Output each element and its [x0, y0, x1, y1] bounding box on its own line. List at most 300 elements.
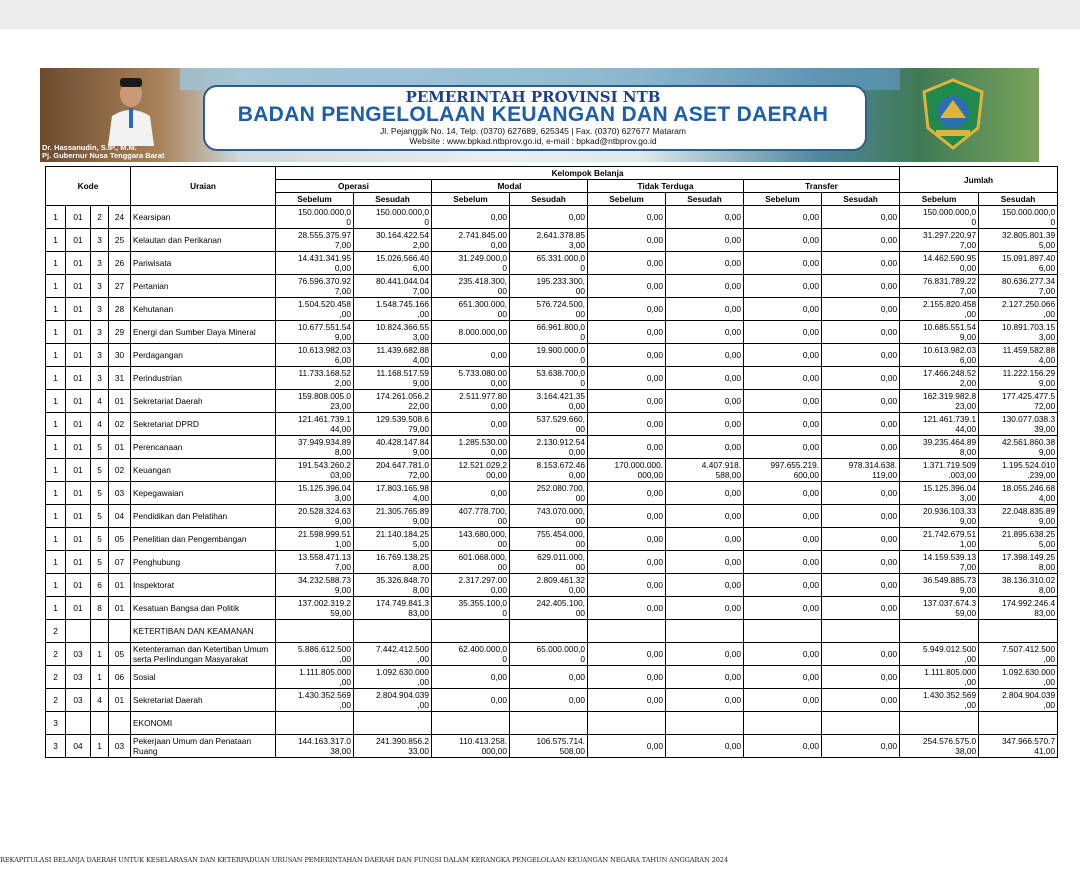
value-cell: 0,00	[510, 689, 588, 712]
kode-cell: 1	[46, 482, 66, 505]
value-cell: 629.011.000, 00	[510, 551, 588, 574]
value-cell: 0,00	[744, 298, 822, 321]
value-cell: 150.000.000,0 0	[354, 206, 432, 229]
value-cell	[276, 620, 354, 643]
value-cell	[822, 620, 900, 643]
uraian-cell: Kelautan dan Perikanan	[131, 229, 276, 252]
uraian-cell: EKONOMI	[131, 712, 276, 735]
value-cell: 0,00	[666, 735, 744, 758]
value-cell	[510, 712, 588, 735]
header-transfer: Transfer	[744, 180, 900, 193]
value-cell: 0,00	[822, 206, 900, 229]
kode-cell: 03	[109, 735, 131, 758]
value-cell: 39.235.464.89 8,00	[900, 436, 979, 459]
kode-cell: 01	[66, 298, 91, 321]
kode-cell	[66, 712, 91, 735]
kode-cell: 3	[91, 298, 109, 321]
kode-cell: 01	[66, 344, 91, 367]
value-cell: 11.459.582.88 4,00	[979, 344, 1058, 367]
header-kelompok: Kelompok Belanja	[276, 167, 900, 180]
kode-cell: 01	[66, 505, 91, 528]
value-cell: 0,00	[588, 275, 666, 298]
value-cell: 0,00	[744, 321, 822, 344]
header-kode: Kode	[46, 167, 131, 206]
value-cell: 21.598.999.51 1,00	[276, 528, 354, 551]
value-cell: 2.804.904.039 ,00	[979, 689, 1058, 712]
kode-cell: 1	[46, 367, 66, 390]
table-row	[46, 344, 1058, 367]
uraian-cell: Pertanian	[131, 275, 276, 298]
value-cell: 601.068.000, 00	[432, 551, 510, 574]
value-cell: 0,00	[588, 551, 666, 574]
value-cell: 2.804.904.039 ,00	[354, 689, 432, 712]
kode-cell: 06	[109, 666, 131, 689]
value-cell: 143.680.000, 00	[432, 528, 510, 551]
value-cell: 0,00	[588, 298, 666, 321]
value-cell: 0,00	[822, 551, 900, 574]
value-cell: 65.331.000,0 0	[510, 252, 588, 275]
value-cell: 0,00	[822, 735, 900, 758]
value-cell	[900, 620, 979, 643]
value-cell: 1.195.524.010 .239,00	[979, 459, 1058, 482]
kode-cell: 3	[91, 321, 109, 344]
table-row	[46, 666, 1058, 689]
table-header	[46, 167, 1058, 206]
value-cell: 14.462.590.95 0,00	[900, 252, 979, 275]
value-cell: 11.168.517.59 9,00	[354, 367, 432, 390]
table-row	[46, 229, 1058, 252]
uraian-cell: Sekretariat DPRD	[131, 413, 276, 436]
value-cell: 0,00	[744, 275, 822, 298]
value-cell: 0,00	[744, 344, 822, 367]
value-cell: 38.136.310.02 8,00	[979, 574, 1058, 597]
header-tidak-terduga: Tidak Terduga	[588, 180, 744, 193]
value-cell: 10.824.366.55 3,00	[354, 321, 432, 344]
kode-cell: 03	[66, 666, 91, 689]
uraian-cell: Sosial	[131, 666, 276, 689]
value-cell: 8.000.000,00	[432, 321, 510, 344]
value-cell: 177.425.477.5 72,00	[979, 390, 1058, 413]
value-cell: 10.891.703.15 3,00	[979, 321, 1058, 344]
kode-cell: 01	[66, 574, 91, 597]
kode-cell: 5	[91, 505, 109, 528]
value-cell: 242.405.100, 00	[510, 597, 588, 620]
header-sesudah: Sesudah	[979, 193, 1058, 206]
value-cell: 0,00	[744, 574, 822, 597]
value-cell: 80.636.277.34 7,00	[979, 275, 1058, 298]
kode-cell: 01	[66, 413, 91, 436]
value-cell: 0,00	[510, 666, 588, 689]
kode-cell: 01	[109, 436, 131, 459]
value-cell: 13.558.471.13 7,00	[276, 551, 354, 574]
uraian-cell: Inspektorat	[131, 574, 276, 597]
value-cell: 21.895.638.25 5,00	[979, 528, 1058, 551]
value-cell: 10.685.551.54 9,00	[900, 321, 979, 344]
kode-cell: 04	[109, 505, 131, 528]
value-cell: 195.233.300, 00	[510, 275, 588, 298]
agency-website: Website : www.bpkad.ntbprov.go.id, e-mail : bpkad@ntbprov.go.id	[409, 136, 657, 146]
value-cell: 53.638.700,0 0	[510, 367, 588, 390]
uraian-cell: Penelitian dan Pengembangan	[131, 528, 276, 551]
value-cell: 5.733.080.00 0,00	[432, 367, 510, 390]
value-cell: 42.561.860.38 9,00	[979, 436, 1058, 459]
value-cell: 0,00	[588, 252, 666, 275]
value-cell: 0,00	[744, 689, 822, 712]
value-cell: 0,00	[432, 344, 510, 367]
table-row	[46, 321, 1058, 344]
value-cell: 0,00	[744, 367, 822, 390]
kode-cell: 2	[46, 620, 66, 643]
value-cell: 1.092.630.000 ,00	[979, 666, 1058, 689]
header-sebelum: Sebelum	[432, 193, 510, 206]
value-cell: 0,00	[588, 436, 666, 459]
value-cell: 150.000.000,0 0	[900, 206, 979, 229]
kode-cell: 2	[91, 206, 109, 229]
kode-cell: 04	[66, 735, 91, 758]
kode-cell	[66, 620, 91, 643]
value-cell: 0,00	[744, 666, 822, 689]
value-cell: 32.805.801.39 5,00	[979, 229, 1058, 252]
value-cell: 0,00	[822, 367, 900, 390]
kode-cell: 29	[109, 321, 131, 344]
kode-cell: 28	[109, 298, 131, 321]
value-cell: 35.355.100,0 0	[432, 597, 510, 620]
value-cell: 235.418.300, 00	[432, 275, 510, 298]
table-row	[46, 206, 1058, 229]
value-cell: 0,00	[588, 206, 666, 229]
value-cell	[354, 620, 432, 643]
table-row	[46, 390, 1058, 413]
kode-cell: 1	[91, 666, 109, 689]
value-cell: 11.733.168.52 2,00	[276, 367, 354, 390]
value-cell: 0,00	[822, 344, 900, 367]
value-cell: 0,00	[822, 413, 900, 436]
table-row	[46, 712, 1058, 735]
header-sesudah: Sesudah	[510, 193, 588, 206]
kode-cell: 1	[46, 298, 66, 321]
kode-cell: 25	[109, 229, 131, 252]
value-cell: 2.155.820.458 ,00	[900, 298, 979, 321]
value-cell: 21.305.765.89 9,00	[354, 505, 432, 528]
kode-cell: 2	[46, 666, 66, 689]
value-cell	[979, 712, 1058, 735]
value-cell: 129.539.508.6 79,00	[354, 413, 432, 436]
value-cell: 0,00	[666, 551, 744, 574]
value-cell: 14.431.341.95 0,00	[276, 252, 354, 275]
value-cell: 0,00	[822, 275, 900, 298]
value-cell: 0,00	[588, 344, 666, 367]
value-cell: 0,00	[588, 482, 666, 505]
value-cell: 130.077.038.3 39,00	[979, 413, 1058, 436]
value-cell: 159.808.005.0 23,00	[276, 390, 354, 413]
kode-cell: 27	[109, 275, 131, 298]
value-cell: 0,00	[588, 597, 666, 620]
value-cell: 12.521.029,2 00,00	[432, 459, 510, 482]
table-row	[46, 735, 1058, 758]
header-sebelum: Sebelum	[588, 193, 666, 206]
value-cell: 0,00	[822, 505, 900, 528]
value-cell: 31.297.220.97 7,00	[900, 229, 979, 252]
uraian-cell: KETERTIBAN DAN KEAMANAN	[131, 620, 276, 643]
header-sebelum: Sebelum	[276, 193, 354, 206]
value-cell	[666, 712, 744, 735]
value-cell: 0,00	[822, 482, 900, 505]
header-sebelum: Sebelum	[744, 193, 822, 206]
table-row	[46, 551, 1058, 574]
value-cell: 0,00	[822, 528, 900, 551]
value-cell: 10.613.982.03 6,00	[276, 344, 354, 367]
value-cell: 252.080.700, 00	[510, 482, 588, 505]
kode-cell: 1	[46, 505, 66, 528]
header-jumlah: Jumlah	[900, 167, 1058, 193]
value-cell: 30.164.422.54 2,00	[354, 229, 432, 252]
province-emblem-icon	[920, 78, 986, 150]
value-cell: 7.507.412.500 ,00	[979, 643, 1058, 666]
value-cell: 537.529.660, 00	[510, 413, 588, 436]
value-cell: 0,00	[588, 505, 666, 528]
value-cell: 0,00	[666, 298, 744, 321]
value-cell: 0,00	[588, 666, 666, 689]
kode-cell: 05	[109, 643, 131, 666]
value-cell: 0,00	[744, 413, 822, 436]
kode-cell: 03	[109, 482, 131, 505]
value-cell: 170.000.000. 000,00	[588, 459, 666, 482]
value-cell: 978.314.638. 119,00	[822, 459, 900, 482]
value-cell: 0,00	[822, 229, 900, 252]
value-cell: 1.111.805.000 ,00	[900, 666, 979, 689]
kode-cell: 5	[91, 551, 109, 574]
value-cell: 121.461.739.1 44,00	[276, 413, 354, 436]
value-cell: 347.966.570.7 41,00	[979, 735, 1058, 758]
value-cell	[744, 620, 822, 643]
value-cell: 0,00	[744, 436, 822, 459]
value-cell: 37.949.934.89 8,00	[276, 436, 354, 459]
value-cell: 16.769.138.25 8,00	[354, 551, 432, 574]
kode-cell: 3	[91, 252, 109, 275]
value-cell: 10.677.551.54 9,00	[276, 321, 354, 344]
uraian-cell: Kesatuan Bangsa dan Politik	[131, 597, 276, 620]
uraian-cell: Keuangan	[131, 459, 276, 482]
value-cell: 76.831.789.22 7,00	[900, 275, 979, 298]
value-cell: 0,00	[822, 666, 900, 689]
value-cell: 241.390.856.2 33,00	[354, 735, 432, 758]
kode-cell: 1	[46, 436, 66, 459]
value-cell: 174.749.841.3 83,00	[354, 597, 432, 620]
value-cell: 0,00	[744, 505, 822, 528]
value-cell: 0,00	[588, 413, 666, 436]
kode-cell: 01	[66, 206, 91, 229]
kode-cell: 1	[46, 597, 66, 620]
value-cell: 0,00	[666, 482, 744, 505]
value-cell: 8.153.672.46 0,00	[510, 459, 588, 482]
value-cell: 1.111.805.000 ,00	[276, 666, 354, 689]
header-uraian: Uraian	[131, 167, 276, 206]
value-cell: 0,00	[666, 436, 744, 459]
governor-caption	[42, 144, 164, 160]
table-row	[46, 459, 1058, 482]
header-banner	[40, 68, 1039, 162]
governor-portrait	[102, 74, 160, 146]
agency-contact	[203, 126, 863, 146]
value-cell: 0,00	[588, 643, 666, 666]
kode-cell: 31	[109, 367, 131, 390]
value-cell: 0,00	[666, 344, 744, 367]
kode-cell: 1	[46, 528, 66, 551]
value-cell: 80.441.044.04 7,00	[354, 275, 432, 298]
kode-cell: 26	[109, 252, 131, 275]
top-bar	[0, 0, 1080, 29]
kode-cell: 02	[109, 413, 131, 436]
kode-cell: 01	[66, 551, 91, 574]
header-sesudah: Sesudah	[822, 193, 900, 206]
kode-cell: 01	[66, 482, 91, 505]
budget-table	[45, 166, 1058, 758]
uraian-cell: Perdagangan	[131, 344, 276, 367]
value-cell: 5.886.612.500 ,00	[276, 643, 354, 666]
kode-cell: 1	[46, 574, 66, 597]
value-cell: 66.961.800,0 0	[510, 321, 588, 344]
value-cell: 1.430.352.569 ,00	[900, 689, 979, 712]
value-cell: 76.596.370.92 7,00	[276, 275, 354, 298]
uraian-cell: Pendidikan dan Pelatihan	[131, 505, 276, 528]
kode-cell: 1	[46, 206, 66, 229]
kode-cell: 5	[91, 528, 109, 551]
government-name: PEMERINTAH PROVINSI NTB	[405, 88, 661, 106]
value-cell	[822, 712, 900, 735]
value-cell: 651.300.000, 00	[432, 298, 510, 321]
value-cell: 21.140.184.25 5,00	[354, 528, 432, 551]
kode-cell: 01	[66, 252, 91, 275]
kode-cell: 03	[66, 643, 91, 666]
value-cell: 0,00	[588, 528, 666, 551]
value-cell: 0,00	[666, 321, 744, 344]
value-cell: 174.261.056.2 22,00	[354, 390, 432, 413]
value-cell: 191.543.260.2 03,00	[276, 459, 354, 482]
value-cell: 0,00	[822, 436, 900, 459]
kode-cell: 1	[46, 321, 66, 344]
uraian-cell: Energi dan Sumber Daya Mineral	[131, 321, 276, 344]
uraian-cell: Penghubung	[131, 551, 276, 574]
value-cell: 755.454.000, 00	[510, 528, 588, 551]
value-cell: 144.163.317.0 38,00	[276, 735, 354, 758]
kode-cell: 01	[66, 229, 91, 252]
kode-cell	[91, 620, 109, 643]
governor-title: Pj. Gubernur Nusa Tenggara Barat	[42, 151, 165, 160]
kode-cell: 01	[109, 390, 131, 413]
value-cell: 34.232.588.73 9,00	[276, 574, 354, 597]
kode-cell: 07	[109, 551, 131, 574]
table-row	[46, 298, 1058, 321]
value-cell: 0,00	[666, 689, 744, 712]
value-cell: 0,00	[744, 528, 822, 551]
value-cell: 0,00	[666, 390, 744, 413]
value-cell: 997.655.219. 600,00	[744, 459, 822, 482]
value-cell: 3.164.421.35 0,00	[510, 390, 588, 413]
value-cell: 0,00	[822, 689, 900, 712]
kode-cell: 2	[46, 643, 66, 666]
value-cell: 15.125.396.04 3,00	[900, 482, 979, 505]
value-cell: 0,00	[666, 413, 744, 436]
kode-cell: 01	[66, 367, 91, 390]
value-cell: 0,00	[666, 643, 744, 666]
value-cell: 0,00	[666, 528, 744, 551]
value-cell: 743.070.000, 00	[510, 505, 588, 528]
value-cell: 0,00	[744, 735, 822, 758]
kode-cell: 01	[109, 574, 131, 597]
value-cell: 174.992.246.4 83,00	[979, 597, 1058, 620]
uraian-cell: Perencanaan	[131, 436, 276, 459]
value-cell: 0,00	[744, 206, 822, 229]
value-cell: 0,00	[666, 367, 744, 390]
agency-address: Jl. Pejanggik No. 14, Telp. (0370) 627689, 625345 | Fax. (0370) 627677 Mataram	[380, 126, 686, 136]
kode-cell: 1	[46, 344, 66, 367]
value-cell: 0,00	[744, 252, 822, 275]
kode-cell: 01	[109, 597, 131, 620]
value-cell	[432, 620, 510, 643]
value-cell: 7.442.412.500 ,00	[354, 643, 432, 666]
table-row	[46, 620, 1058, 643]
value-cell: 0,00	[666, 597, 744, 620]
table-row	[46, 436, 1058, 459]
table-row	[46, 275, 1058, 298]
table-row	[46, 643, 1058, 666]
value-cell: 407.778.700, 00	[432, 505, 510, 528]
value-cell: 11.439.682.88 4,00	[354, 344, 432, 367]
value-cell: 17.466.248.52 2,00	[900, 367, 979, 390]
kode-cell: 1	[91, 735, 109, 758]
uraian-cell: Kehutanan	[131, 298, 276, 321]
kode-cell: 8	[91, 597, 109, 620]
kode-cell: 01	[66, 528, 91, 551]
kode-cell: 1	[46, 252, 66, 275]
table-row	[46, 528, 1058, 551]
value-cell: 0,00	[588, 390, 666, 413]
kode-cell: 01	[109, 689, 131, 712]
uraian-cell: Pariwisata	[131, 252, 276, 275]
value-cell: 20.936.103.33 9,00	[900, 505, 979, 528]
value-cell	[588, 620, 666, 643]
uraian-cell: Kearsipan	[131, 206, 276, 229]
value-cell: 2.317.297.00 0,00	[432, 574, 510, 597]
uraian-cell: Pekerjaan Umum dan Penataan Ruang	[131, 735, 276, 758]
kode-cell: 3	[46, 712, 66, 735]
header-modal: Modal	[432, 180, 588, 193]
kode-cell: 24	[109, 206, 131, 229]
value-cell: 11.222.156.29 9,00	[979, 367, 1058, 390]
value-cell: 17.398.149.25 8,00	[979, 551, 1058, 574]
value-cell: 162.319.982.8 23,00	[900, 390, 979, 413]
table-row	[46, 505, 1058, 528]
value-cell: 62.400.000,0 0	[432, 643, 510, 666]
value-cell: 254.576.575.0 38,00	[900, 735, 979, 758]
kode-cell: 30	[109, 344, 131, 367]
value-cell: 121.461.739.1 44,00	[900, 413, 979, 436]
value-cell: 28.555.375.97 7,00	[276, 229, 354, 252]
value-cell: 0,00	[666, 505, 744, 528]
value-cell: 5.949.012.500 ,00	[900, 643, 979, 666]
value-cell: 19.900.000,0 0	[510, 344, 588, 367]
kode-cell: 3	[46, 735, 66, 758]
value-cell: 0,00	[666, 574, 744, 597]
value-cell: 0,00	[432, 689, 510, 712]
kode-cell: 4	[91, 413, 109, 436]
table-row	[46, 689, 1058, 712]
value-cell: 0,00	[822, 597, 900, 620]
header-sebelum: Sebelum	[900, 193, 979, 206]
value-cell: 0,00	[432, 666, 510, 689]
table-body	[46, 206, 1058, 758]
value-cell: 0,00	[822, 643, 900, 666]
